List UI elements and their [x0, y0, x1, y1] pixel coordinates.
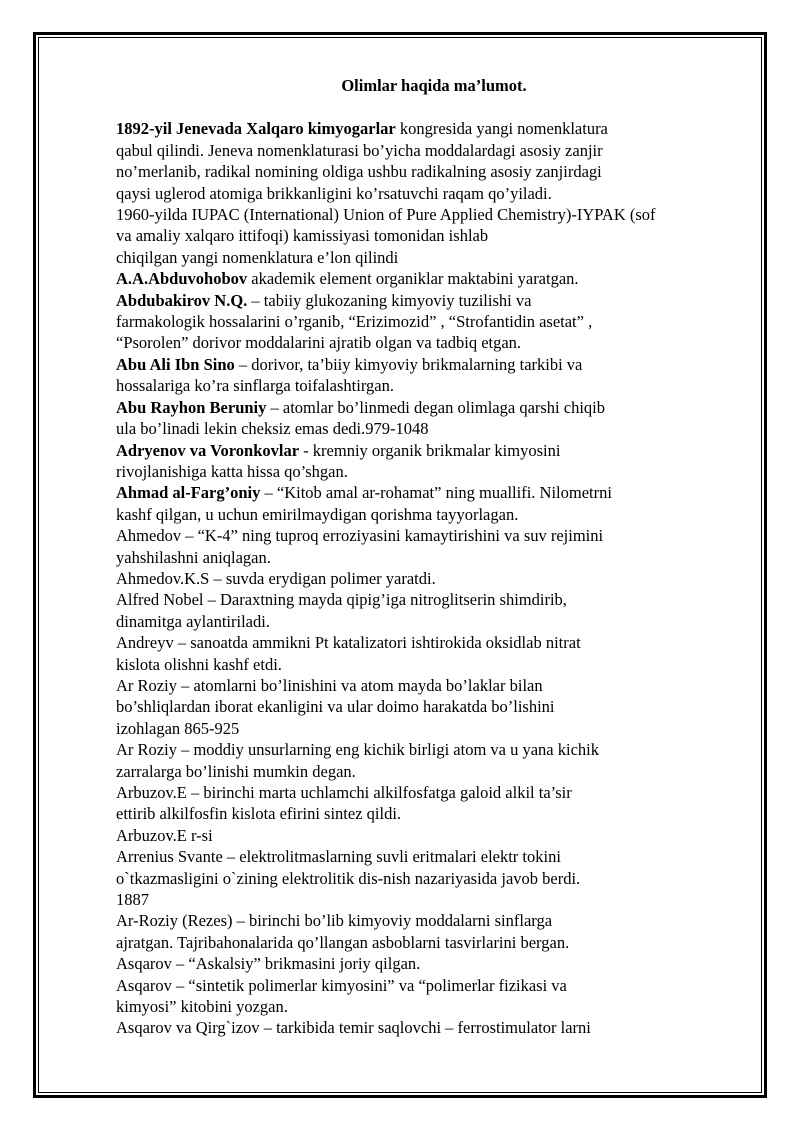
line-text: Asqarov va Qirg`izov – tarkibida temir saqlovchi – ferrostimulator larni	[116, 1018, 591, 1038]
text-line	[116, 332, 746, 353]
scientist-name: Abu Ali Ibn Sino	[116, 354, 235, 374]
text-line	[116, 654, 746, 675]
line-text: - kremniy organik brikmalar kimyosini	[299, 440, 561, 460]
text-line	[116, 268, 746, 289]
text-line	[116, 1017, 746, 1038]
text-line	[116, 183, 746, 204]
text-line	[116, 953, 746, 974]
line-text: ula bo’linadi lekin cheksiz emas dedi.979-1048	[116, 419, 429, 439]
line-text: yahshilashni aniqlagan.	[116, 547, 271, 567]
line-text: – atomlar bo’linmedi degan olimlaga qarshi chiqib	[266, 397, 606, 417]
line-text: kislota olishni kashf etdi.	[116, 654, 282, 674]
text-line	[116, 311, 746, 332]
line-text: 1887	[116, 890, 149, 910]
text-line	[116, 418, 746, 439]
line-text: ettirib alkilfosfin kislota efirini sintez qildi.	[116, 804, 402, 824]
text-line	[116, 589, 746, 610]
text-line	[116, 525, 746, 546]
line-text: 1960-yilda IUPAC (International) Union of Pure Applied Chemistry)-IYPAK (sof	[116, 205, 656, 225]
line-text: Asqarov – “Askalsiy” brikmasini joriy qilgan.	[116, 954, 421, 974]
scientist-name: 1892-yil Jenevada Xalqaro kimyogarlar	[116, 119, 396, 139]
text-line	[116, 761, 746, 782]
text-line	[116, 118, 746, 139]
line-text: Arrenius Svante – elektrolitmaslarning suvli eritmalari elektr tokini	[116, 847, 561, 867]
text-lines	[116, 118, 746, 1038]
text-line	[116, 247, 746, 268]
text-line	[116, 354, 746, 375]
text-line	[116, 225, 746, 246]
line-text: kimyosi” kitobini yozgan.	[116, 997, 288, 1017]
line-text: “Psorolen” dorivor moddalarini ajratib olgan va tadbiq etgan.	[116, 333, 522, 353]
line-text: chiqilgan yangi nomenklatura e’lon qilindi	[116, 247, 399, 267]
line-text: farmakologik hossalarini o’rganib, “Erizimozid” , “Strofantidin asetat” ,	[116, 312, 593, 332]
text-line	[116, 632, 746, 653]
line-text: Ar-Roziy (Rezes) – birinchi bo’lib kimyoviy moddalarni sinflarga	[116, 911, 553, 931]
line-text: – “Kitob amal ar-rohamat” ning muallifi. Nilometrni	[260, 483, 612, 503]
line-text: kashf qilgan, u uchun emirilmaydigan qorishma tayyorlagan.	[116, 504, 519, 524]
text-line	[116, 161, 746, 182]
line-text: no’merlanib, radikal nomining oldiga ushbu radikalning asosiy zanjirdagi	[116, 162, 602, 182]
scientist-name: Abu Rayhon Beruniy	[116, 397, 267, 417]
line-text: Alfred Nobel – Daraxtning mayda qipig’iga nitroglitserin shimdirib,	[116, 590, 567, 610]
line-text: qabul qilindi. Jeneva nomenklaturasi bo’yicha moddalardagi asosiy zanjir	[116, 140, 603, 160]
line-text: Ar Roziy – moddiy unsurlarning eng kichik birligi atom va u yana kichik	[116, 740, 599, 760]
text-line	[116, 739, 746, 760]
line-text: Ar Roziy – atomlarni bo’linishini va atom mayda bo’laklar bilan	[116, 675, 543, 695]
scientist-name: A.A.Abduvohobov	[116, 269, 248, 289]
line-text: Arbuzov.E r-si	[116, 825, 213, 845]
line-text: qaysi uglerod atomiga brikkanligini ko’rsatuvchi raqam qo’yiladi.	[116, 183, 552, 203]
scientist-name: Adryenov va Voronkovlar	[116, 440, 300, 460]
text-line	[116, 932, 746, 953]
text-line	[116, 696, 746, 717]
text-line	[116, 568, 746, 589]
line-text: o`tkazmasligini o`zining elektrolitik dis-nish nazariyasida javob berdi.	[116, 868, 581, 888]
text-line	[116, 996, 746, 1017]
text-line	[116, 825, 746, 846]
text-line	[116, 204, 746, 225]
line-text: izohlagan 865-925	[116, 718, 240, 738]
line-text: Asqarov – “sintetik polimerlar kimyosini” va “polimerlar fizikasi va	[116, 975, 567, 995]
text-line	[116, 975, 746, 996]
line-text: ajratgan. Tajribahonalarida qo’llangan asboblarni tasvirlarini bergan.	[116, 932, 570, 952]
text-line	[116, 803, 746, 824]
text-line	[116, 782, 746, 803]
text-line	[116, 140, 746, 161]
line-text: zarralarga bo’linishi mumkin degan.	[116, 761, 356, 781]
text-line	[116, 440, 746, 461]
text-line	[116, 889, 746, 910]
text-line	[116, 290, 746, 311]
line-text: Arbuzov.E – birinchi marta uchlamchi alkilfosfatga galoid alkil ta’sir	[116, 783, 572, 802]
text-line	[116, 461, 746, 482]
text-line	[116, 482, 746, 503]
line-text: akademik element organiklar maktabini yaratgan.	[247, 269, 579, 289]
scientist-name: Ahmad al-Farg’oniy	[116, 483, 261, 503]
document-body	[116, 75, 746, 1039]
text-line	[116, 397, 746, 418]
text-line	[116, 504, 746, 525]
text-line	[116, 846, 746, 867]
document-title: Olimlar haqida ma’lumot.	[341, 76, 527, 95]
line-text: Ahmedov – “K-4” ning tuproq erroziyasini kamaytirishini va suv rejimini	[116, 526, 604, 546]
text-line	[116, 910, 746, 931]
line-text: va amaliy xalqaro ittifoqi) kamissiyasi tomonidan ishlab	[116, 226, 489, 246]
line-text: bo’shliqlardan iborat ekanligini va ular doimo harakatda bo’lishini	[116, 697, 555, 717]
line-text: dinamitga aylantiriladi.	[116, 611, 270, 631]
line-text: – tabiiy glukozaning kimyoviy tuzilishi va	[247, 290, 532, 310]
line-text: kongresida yangi nomenklatura	[395, 119, 608, 139]
line-text: Ahmedov.K.S – suvda erydigan polimer yaratdi.	[116, 568, 436, 588]
text-line	[116, 868, 746, 889]
line-text: – dorivor, ta’biiy kimyoviy brikmalarning tarkibi va	[234, 354, 583, 374]
text-line	[116, 375, 746, 396]
line-text: rivojlanishiga katta hissa qo’shgan.	[116, 461, 348, 481]
text-line	[116, 611, 746, 632]
line-text: hossalariga ko’ra sinflarga toifalashtirgan.	[116, 376, 394, 396]
text-line	[116, 718, 746, 739]
scientist-name: Abdubakirov N.Q.	[116, 290, 248, 310]
text-line	[116, 675, 746, 696]
text-line	[116, 547, 746, 568]
line-text: Andreyv – sanoatda ammikni Pt katalizatori ishtirokida oksidlab nitrat	[116, 633, 581, 653]
